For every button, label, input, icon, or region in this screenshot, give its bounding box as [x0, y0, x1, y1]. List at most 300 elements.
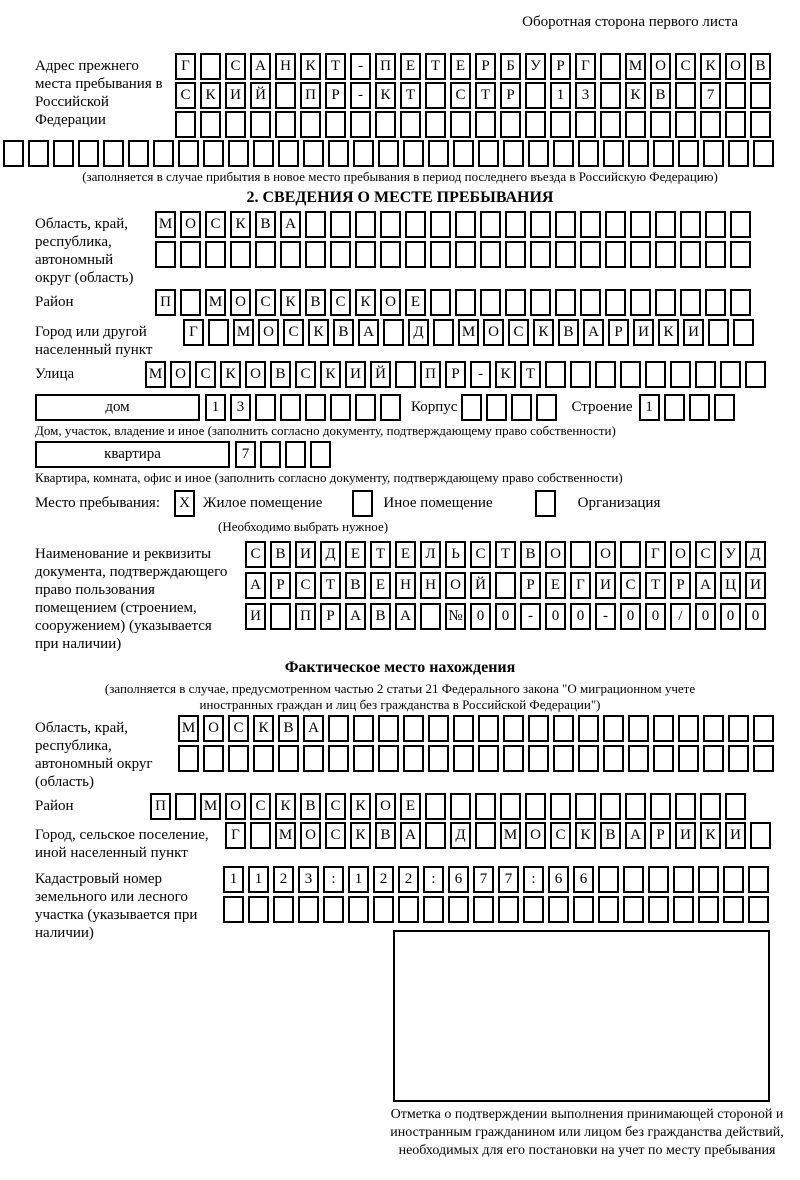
char-box[interactable] [720, 361, 741, 388]
char-box[interactable] [355, 241, 376, 268]
char-box[interactable]: Т [370, 541, 391, 568]
char-box[interactable]: Е [400, 53, 421, 80]
char-box[interactable] [478, 715, 499, 742]
char-box[interactable]: Р [670, 572, 691, 599]
char-box[interactable]: В [333, 319, 354, 346]
char-box[interactable]: О [545, 541, 566, 568]
char-box[interactable] [505, 241, 526, 268]
char-box[interactable]: С [450, 82, 471, 109]
char-box[interactable] [395, 361, 416, 388]
char-box[interactable] [725, 111, 746, 138]
char-box[interactable] [355, 211, 376, 238]
char-box[interactable] [280, 394, 301, 421]
char-box[interactable]: В [345, 572, 366, 599]
char-box[interactable] [675, 82, 696, 109]
char-box[interactable] [620, 361, 641, 388]
char-box[interactable]: И [633, 319, 654, 346]
char-box[interactable]: 7 [473, 866, 494, 893]
char-box[interactable] [753, 140, 774, 167]
char-box[interactable] [728, 745, 749, 772]
char-box[interactable] [455, 211, 476, 238]
char-box[interactable] [745, 361, 766, 388]
char-box[interactable] [473, 896, 494, 923]
char-box[interactable] [303, 745, 324, 772]
char-box[interactable] [728, 715, 749, 742]
char-box[interactable]: О [445, 572, 466, 599]
char-box[interactable] [503, 140, 524, 167]
char-box[interactable] [380, 241, 401, 268]
char-box[interactable]: М [625, 53, 646, 80]
char-box[interactable]: 1 [248, 866, 269, 893]
char-box[interactable] [253, 745, 274, 772]
char-box[interactable]: 0 [745, 603, 766, 630]
char-box[interactable]: А [245, 572, 266, 599]
char-box[interactable] [203, 745, 224, 772]
char-box[interactable]: М [500, 822, 521, 849]
char-box[interactable]: : [423, 866, 444, 893]
char-box[interactable] [300, 111, 321, 138]
char-box[interactable]: Б [500, 53, 521, 80]
char-box[interactable] [78, 140, 99, 167]
char-box[interactable] [178, 745, 199, 772]
char-box[interactable] [310, 441, 331, 468]
char-box[interactable]: А [400, 822, 421, 849]
char-box[interactable] [573, 896, 594, 923]
char-box[interactable] [708, 319, 729, 346]
char-box[interactable] [248, 896, 269, 923]
char-box[interactable] [600, 53, 621, 80]
char-box[interactable] [623, 896, 644, 923]
char-box[interactable] [680, 241, 701, 268]
char-box[interactable] [598, 896, 619, 923]
char-box[interactable] [428, 745, 449, 772]
char-box[interactable] [478, 140, 499, 167]
char-box[interactable]: № [445, 603, 466, 630]
char-box[interactable] [648, 866, 669, 893]
char-box[interactable]: В [370, 603, 391, 630]
char-box[interactable]: Т [400, 82, 421, 109]
char-box[interactable]: О [180, 211, 201, 238]
char-box[interactable]: 7 [700, 82, 721, 109]
char-box[interactable] [103, 140, 124, 167]
char-box[interactable]: А [303, 715, 324, 742]
char-box[interactable] [630, 289, 651, 316]
char-box[interactable] [453, 715, 474, 742]
char-box[interactable]: С [175, 82, 196, 109]
char-box[interactable]: 6 [448, 866, 469, 893]
char-box[interactable]: Т [520, 361, 541, 388]
char-box[interactable]: К [350, 822, 371, 849]
char-box[interactable] [653, 745, 674, 772]
char-box[interactable]: У [525, 53, 546, 80]
char-box[interactable] [578, 745, 599, 772]
char-box[interactable] [275, 111, 296, 138]
char-box[interactable] [580, 211, 601, 238]
char-box[interactable] [475, 111, 496, 138]
char-box[interactable]: 3 [298, 866, 319, 893]
char-box[interactable]: Р [445, 361, 466, 388]
char-box[interactable] [689, 394, 710, 421]
char-box[interactable]: 2 [398, 866, 419, 893]
char-box[interactable]: Е [405, 289, 426, 316]
stay-type-checkbox-residential[interactable]: X [174, 490, 195, 517]
char-box[interactable] [675, 793, 696, 820]
char-box[interactable] [200, 111, 221, 138]
char-box[interactable]: В [558, 319, 579, 346]
char-box[interactable]: 7 [498, 866, 519, 893]
char-box[interactable] [678, 140, 699, 167]
char-box[interactable] [700, 793, 721, 820]
char-box[interactable] [500, 793, 521, 820]
char-box[interactable]: 3 [575, 82, 596, 109]
char-box[interactable]: К [300, 53, 321, 80]
char-box[interactable] [603, 140, 624, 167]
char-box[interactable]: И [745, 572, 766, 599]
char-box[interactable] [695, 361, 716, 388]
char-box[interactable] [748, 866, 769, 893]
char-box[interactable]: А [695, 572, 716, 599]
char-box[interactable] [305, 394, 326, 421]
char-box[interactable]: К [280, 289, 301, 316]
char-box[interactable] [673, 896, 694, 923]
char-box[interactable] [230, 241, 251, 268]
char-box[interactable]: В [305, 289, 326, 316]
char-box[interactable]: В [520, 541, 541, 568]
char-box[interactable] [705, 211, 726, 238]
char-box[interactable]: И [225, 82, 246, 109]
char-box[interactable] [380, 211, 401, 238]
char-box[interactable]: Н [275, 53, 296, 80]
char-box[interactable]: В [650, 82, 671, 109]
char-box[interactable] [503, 715, 524, 742]
char-box[interactable] [323, 896, 344, 923]
char-box[interactable]: И [595, 572, 616, 599]
char-box[interactable]: А [583, 319, 604, 346]
char-box[interactable]: Г [570, 572, 591, 599]
char-box[interactable] [455, 289, 476, 316]
char-box[interactable]: 3 [230, 394, 251, 421]
char-box[interactable] [570, 361, 591, 388]
char-box[interactable]: Н [395, 572, 416, 599]
char-box[interactable] [403, 140, 424, 167]
char-box[interactable] [548, 896, 569, 923]
char-box[interactable] [480, 241, 501, 268]
char-box[interactable] [705, 241, 726, 268]
char-box[interactable] [450, 793, 471, 820]
char-box[interactable]: - [520, 603, 541, 630]
char-box[interactable] [250, 111, 271, 138]
char-box[interactable] [753, 745, 774, 772]
char-box[interactable] [433, 319, 454, 346]
char-box[interactable]: О [595, 541, 616, 568]
char-box[interactable] [628, 745, 649, 772]
char-box[interactable] [250, 822, 271, 849]
char-box[interactable]: С [195, 361, 216, 388]
char-box[interactable]: О [225, 793, 246, 820]
char-box[interactable] [428, 140, 449, 167]
char-box[interactable] [378, 745, 399, 772]
char-box[interactable] [628, 715, 649, 742]
char-box[interactable]: О [650, 53, 671, 80]
char-box[interactable]: М [155, 211, 176, 238]
char-box[interactable]: В [270, 361, 291, 388]
char-box[interactable]: Й [370, 361, 391, 388]
char-box[interactable] [355, 394, 376, 421]
char-box[interactable]: А [358, 319, 379, 346]
char-box[interactable]: 6 [548, 866, 569, 893]
char-box[interactable] [328, 140, 349, 167]
char-box[interactable]: 7 [235, 441, 256, 468]
char-box[interactable]: 0 [620, 603, 641, 630]
char-box[interactable]: 1 [348, 866, 369, 893]
char-box[interactable] [600, 793, 621, 820]
char-box[interactable]: К [275, 793, 296, 820]
char-box[interactable]: С [470, 541, 491, 568]
char-box[interactable] [330, 241, 351, 268]
char-box[interactable]: Г [183, 319, 204, 346]
char-box[interactable] [655, 211, 676, 238]
char-box[interactable]: М [233, 319, 254, 346]
char-box[interactable]: И [245, 603, 266, 630]
char-box[interactable] [128, 140, 149, 167]
char-box[interactable] [328, 715, 349, 742]
char-box[interactable]: К [533, 319, 554, 346]
char-box[interactable]: С [550, 822, 571, 849]
char-box[interactable]: К [308, 319, 329, 346]
char-box[interactable]: Д [408, 319, 429, 346]
char-box[interactable] [605, 211, 626, 238]
char-box[interactable]: Т [425, 53, 446, 80]
char-box[interactable] [253, 140, 274, 167]
char-box[interactable] [305, 241, 326, 268]
char-box[interactable] [650, 793, 671, 820]
char-box[interactable] [605, 241, 626, 268]
char-box[interactable] [273, 896, 294, 923]
char-box[interactable] [575, 111, 596, 138]
char-box[interactable]: 2 [273, 866, 294, 893]
char-box[interactable]: О [258, 319, 279, 346]
char-box[interactable]: Р [650, 822, 671, 849]
char-box[interactable] [430, 211, 451, 238]
char-box[interactable] [405, 241, 426, 268]
char-box[interactable]: 1 [639, 394, 660, 421]
char-box[interactable] [478, 745, 499, 772]
char-box[interactable]: 0 [545, 603, 566, 630]
char-box[interactable] [278, 745, 299, 772]
char-box[interactable] [703, 745, 724, 772]
char-box[interactable]: Р [550, 53, 571, 80]
char-box[interactable] [578, 140, 599, 167]
char-box[interactable]: О [670, 541, 691, 568]
char-box[interactable] [400, 111, 421, 138]
char-box[interactable] [670, 361, 691, 388]
char-box[interactable]: 0 [645, 603, 666, 630]
char-box[interactable]: В [600, 822, 621, 849]
char-box[interactable] [525, 111, 546, 138]
char-box[interactable] [425, 111, 446, 138]
char-box[interactable]: С [225, 53, 246, 80]
stay-type-checkbox-organization[interactable] [535, 490, 556, 517]
char-box[interactable]: В [278, 715, 299, 742]
char-box[interactable]: 6 [573, 866, 594, 893]
char-box[interactable] [648, 896, 669, 923]
char-box[interactable]: : [323, 866, 344, 893]
char-box[interactable] [350, 111, 371, 138]
char-box[interactable] [603, 745, 624, 772]
char-box[interactable]: 1 [205, 394, 226, 421]
char-box[interactable] [425, 793, 446, 820]
char-box[interactable]: О [203, 715, 224, 742]
char-box[interactable] [498, 896, 519, 923]
char-box[interactable]: С [283, 319, 304, 346]
char-box[interactable] [503, 745, 524, 772]
char-box[interactable] [348, 896, 369, 923]
char-box[interactable]: - [470, 361, 491, 388]
char-box[interactable]: О [230, 289, 251, 316]
char-box[interactable] [255, 241, 276, 268]
char-box[interactable]: О [725, 53, 746, 80]
char-box[interactable]: К [700, 53, 721, 80]
char-box[interactable] [555, 289, 576, 316]
char-box[interactable] [628, 140, 649, 167]
char-box[interactable] [225, 111, 246, 138]
char-box[interactable]: М [275, 822, 296, 849]
char-box[interactable] [595, 361, 616, 388]
char-box[interactable]: 0 [570, 603, 591, 630]
char-box[interactable] [580, 241, 601, 268]
char-box[interactable] [178, 140, 199, 167]
char-box[interactable] [625, 793, 646, 820]
char-box[interactable]: - [350, 53, 371, 80]
char-box[interactable] [530, 241, 551, 268]
char-box[interactable]: П [375, 53, 396, 80]
char-box[interactable] [728, 140, 749, 167]
char-box[interactable] [650, 111, 671, 138]
char-box[interactable]: А [625, 822, 646, 849]
char-box[interactable] [700, 111, 721, 138]
char-box[interactable] [723, 866, 744, 893]
char-box[interactable] [750, 822, 771, 849]
char-box[interactable]: Т [320, 572, 341, 599]
char-box[interactable]: С [620, 572, 641, 599]
char-box[interactable]: К [495, 361, 516, 388]
char-box[interactable] [425, 82, 446, 109]
char-box[interactable] [553, 715, 574, 742]
char-box[interactable]: Д [450, 822, 471, 849]
char-box[interactable] [378, 140, 399, 167]
char-box[interactable]: С [245, 541, 266, 568]
char-box[interactable]: К [320, 361, 341, 388]
char-box[interactable]: С [295, 361, 316, 388]
char-box[interactable]: Г [575, 53, 596, 80]
char-box[interactable]: Е [345, 541, 366, 568]
char-box[interactable] [753, 715, 774, 742]
char-box[interactable]: : [523, 866, 544, 893]
char-box[interactable]: К [658, 319, 679, 346]
char-box[interactable]: Г [225, 822, 246, 849]
char-box[interactable] [423, 896, 444, 923]
char-box[interactable] [600, 111, 621, 138]
char-box[interactable] [580, 289, 601, 316]
char-box[interactable]: Е [370, 572, 391, 599]
char-box[interactable]: О [300, 822, 321, 849]
char-box[interactable] [303, 140, 324, 167]
char-box[interactable] [655, 241, 676, 268]
char-box[interactable]: К [575, 822, 596, 849]
char-box[interactable] [723, 896, 744, 923]
char-box[interactable]: К [625, 82, 646, 109]
char-box[interactable]: И [675, 822, 696, 849]
char-box[interactable]: Т [475, 82, 496, 109]
char-box[interactable]: В [300, 793, 321, 820]
char-box[interactable] [730, 211, 751, 238]
char-box[interactable] [200, 53, 221, 80]
char-box[interactable]: К [200, 82, 221, 109]
char-box[interactable]: П [420, 361, 441, 388]
char-box[interactable] [598, 866, 619, 893]
char-box[interactable] [678, 715, 699, 742]
char-box[interactable] [545, 361, 566, 388]
char-box[interactable]: Й [250, 82, 271, 109]
char-box[interactable]: Ь [445, 541, 466, 568]
char-box[interactable] [495, 572, 516, 599]
char-box[interactable] [280, 241, 301, 268]
char-box[interactable] [555, 211, 576, 238]
char-box[interactable] [703, 715, 724, 742]
char-box[interactable]: Р [475, 53, 496, 80]
char-box[interactable]: - [595, 603, 616, 630]
char-box[interactable]: Р [500, 82, 521, 109]
char-box[interactable]: О [380, 289, 401, 316]
char-box[interactable] [28, 140, 49, 167]
char-box[interactable]: Г [645, 541, 666, 568]
char-box[interactable]: С [228, 715, 249, 742]
char-box[interactable]: К [253, 715, 274, 742]
char-box[interactable]: К [355, 289, 376, 316]
char-box[interactable]: И [345, 361, 366, 388]
char-box[interactable] [664, 394, 685, 421]
char-box[interactable]: Р [320, 603, 341, 630]
char-box[interactable] [536, 394, 557, 421]
char-box[interactable]: В [270, 541, 291, 568]
char-box[interactable] [260, 441, 281, 468]
char-box[interactable] [208, 319, 229, 346]
char-box[interactable] [550, 793, 571, 820]
char-box[interactable]: С [695, 541, 716, 568]
char-box[interactable] [703, 140, 724, 167]
char-box[interactable] [725, 82, 746, 109]
char-box[interactable] [553, 745, 574, 772]
char-box[interactable] [523, 896, 544, 923]
char-box[interactable]: С [295, 572, 316, 599]
char-box[interactable] [525, 82, 546, 109]
char-box[interactable] [550, 111, 571, 138]
char-box[interactable]: Е [395, 541, 416, 568]
char-box[interactable] [645, 361, 666, 388]
char-box[interactable] [430, 241, 451, 268]
char-box[interactable] [353, 715, 374, 742]
char-box[interactable] [405, 211, 426, 238]
char-box[interactable] [486, 394, 507, 421]
char-box[interactable]: С [205, 211, 226, 238]
char-box[interactable] [373, 896, 394, 923]
char-box[interactable]: О [375, 793, 396, 820]
char-box[interactable]: Т [495, 541, 516, 568]
char-box[interactable]: 1 [223, 866, 244, 893]
char-box[interactable] [3, 140, 24, 167]
char-box[interactable]: М [200, 793, 221, 820]
char-box[interactable] [675, 111, 696, 138]
